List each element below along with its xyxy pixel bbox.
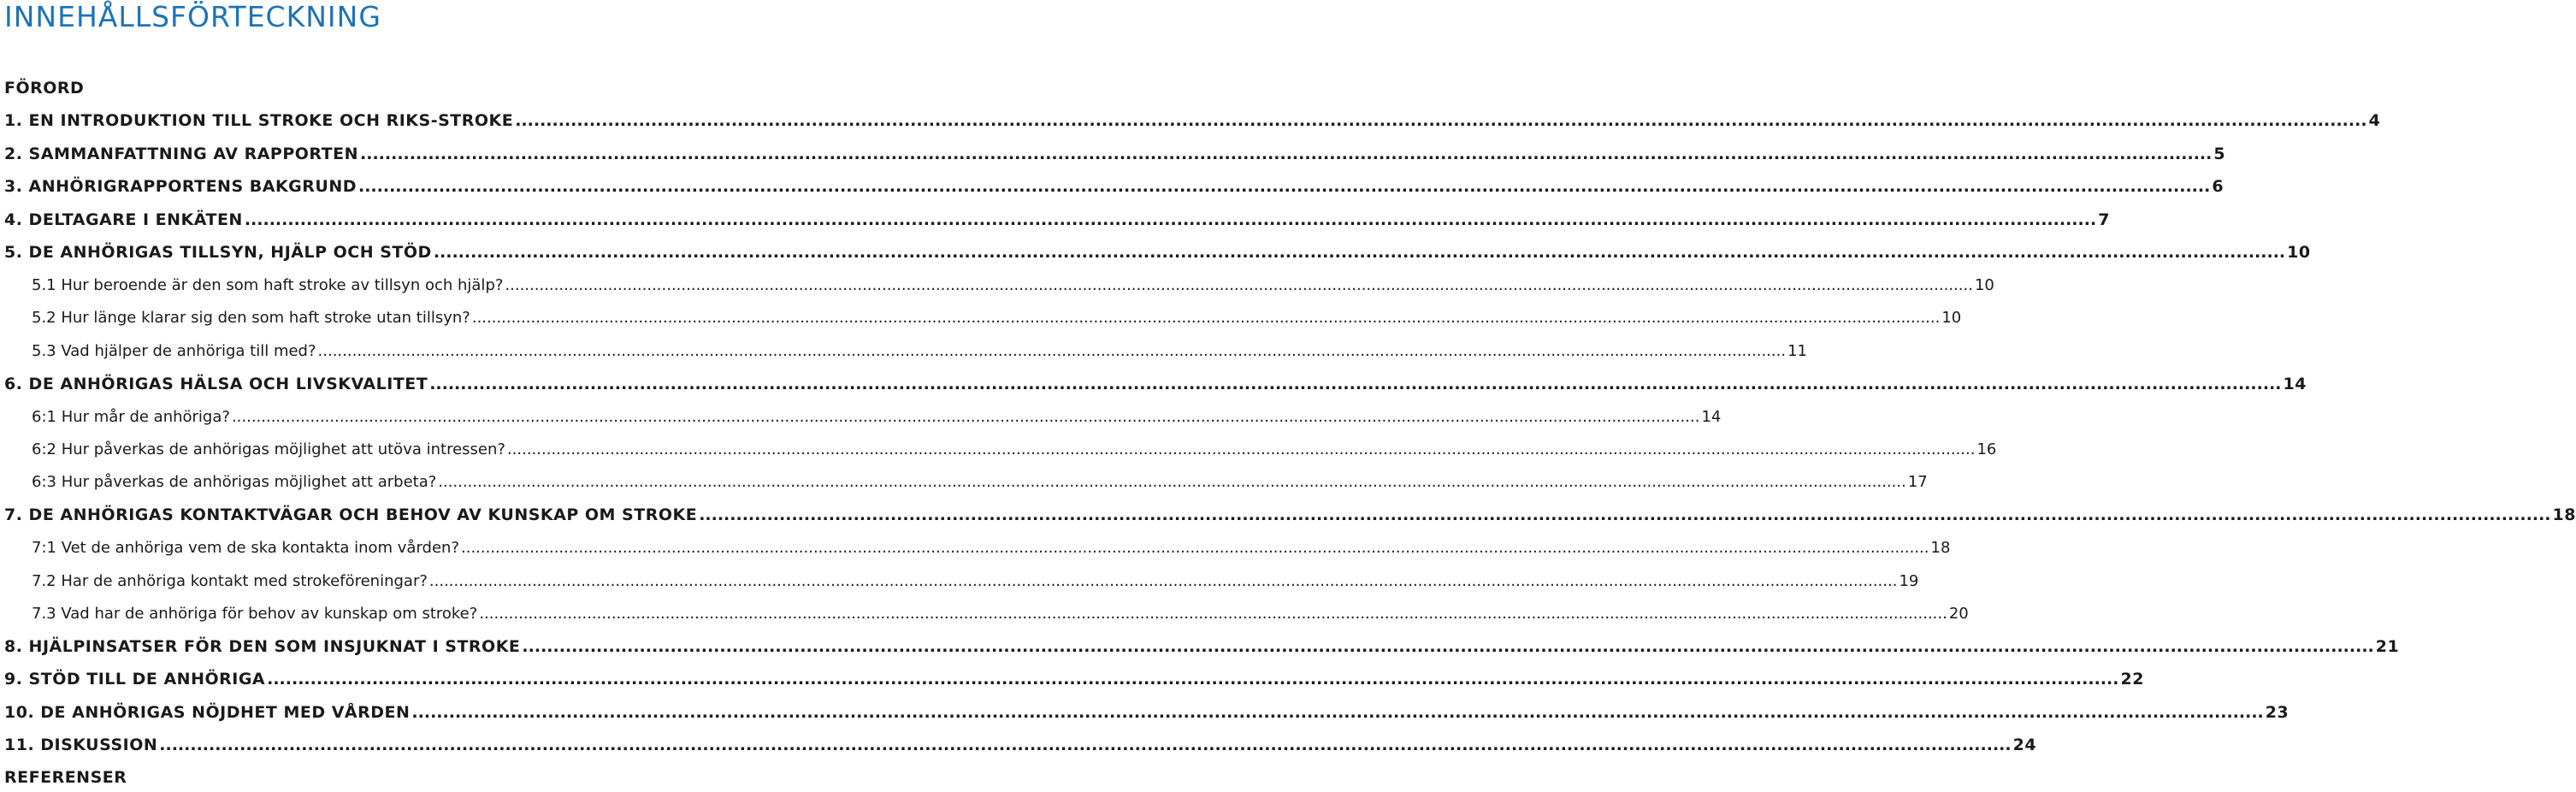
toc-entry[interactable] (32, 534, 1951, 563)
toc-dot-leader: ............................................................................................................................................................................................................................................................................................................ (317, 341, 1787, 360)
toc-entry-label: 5.1 Hur beroende är den som haft stroke av tillsyn och hjälp? (32, 275, 504, 294)
toc-entry[interactable] (4, 205, 2110, 234)
toc-entry-page-number: 21 (2375, 636, 2400, 656)
toc-entry[interactable] (4, 238, 2311, 267)
toc-entry[interactable] (32, 599, 1969, 628)
toc-entry[interactable] (32, 468, 1928, 497)
toc-entry-label: 3. ANHÖRIGRAPPORTENS BAKGRUND (4, 177, 357, 197)
toc-entry[interactable] (32, 304, 1962, 333)
toc-dot-leader: ............................................................................................................................................................................................................................................................................................................ (429, 374, 2282, 393)
toc-entry[interactable] (4, 730, 2037, 759)
toc-entry-page-number: 10 (2287, 243, 2311, 262)
toc-entry-label: 1. EN INTRODUKTION TILL STROKE OCH RIKS-STROKE (4, 111, 514, 131)
toc-entry-page-number: 16 (1976, 440, 1997, 458)
toc-dot-leader: ............................................................................................................................................................................................................................................................................................................ (699, 505, 2551, 525)
toc-entry-label: 9. STÖD TILL DE ANHÖRIGA (4, 670, 266, 689)
toc-dot-leader: ............................................................................................................................................................................................................................................................................................................ (433, 243, 2286, 262)
toc-entry-page-number: 14 (2283, 374, 2307, 393)
toc-entry-label: FÖRORD (4, 79, 85, 98)
toc-entry-page-number: 20 (1948, 604, 1969, 623)
toc-entry[interactable] (32, 434, 1997, 464)
toc-entry-label: 5.2 Hur länge klarar sig den som haft stroke utan tillsyn? (32, 309, 470, 328)
toc-entry-label: 8. HJÄLPINSATSER FÖR DEN SOM INSJUKNAT I STROKE (4, 636, 521, 656)
toc-entry-page-number: 7 (2098, 210, 2110, 229)
toc-entry-label: 11. DISKUSSION (4, 736, 158, 754)
toc-entry-page-number: 23 (2265, 702, 2289, 722)
toc-dot-leader: ............................................................................................................................................................................................................................................................................................................ (428, 571, 1898, 590)
toc-dot-leader: ............................................................................................................................................................................................................................................................................................................ (505, 275, 1973, 294)
toc-dot-leader: ............................................................................................................................................................................................................................................................................................................ (358, 177, 2211, 197)
toc-entry[interactable] (4, 172, 2224, 201)
toc-entry-page-number: 22 (2120, 670, 2144, 689)
toc-entry-label: 7:1 Vet de anhöriga vem de ska kontakta inom vården? (32, 539, 459, 558)
toc-dot-leader: ............................................................................................................................................................................................................................................................................................................ (522, 636, 2374, 656)
toc-dot-leader: ............................................................................................................................................................................................................................................................................................................ (506, 440, 1976, 458)
toc-entry-page-number: 18 (1930, 539, 1951, 558)
toc-dot-leader: ............................................................................................................................................................................................................................................................................................................ (515, 111, 2367, 131)
toc-entry-label: 6. DE ANHÖRIGAS HÄLSA OCH LIVSKVALITET (4, 374, 428, 393)
toc-entry-page-number: 17 (1907, 473, 1928, 492)
toc-entry-label: REFERENSER (4, 768, 127, 788)
toc-entry-page-number: 14 (1701, 407, 1722, 426)
toc-entry-page-number: 6 (2212, 177, 2224, 197)
toc-entry[interactable] (4, 665, 2144, 694)
toc-entry-page-number: 18 (2552, 505, 2576, 525)
toc-dot-leader: ............................................................................................................................................................................................................................................................................................................ (461, 539, 1929, 558)
toc-entry-page-number: 24 (2012, 736, 2037, 754)
toc-entry-page-number: 5 (2213, 144, 2226, 163)
toc-entry[interactable] (4, 106, 2381, 135)
toc-entry-label: 7.2 Har de anhöriga kontakt med strokeföreningar? (32, 571, 428, 590)
toc-entry-label: 5. DE ANHÖRIGAS TILLSYN, HJÄLP OCH STÖD (4, 243, 432, 262)
toc-entry[interactable] (4, 698, 2289, 727)
toc-entry-label: 6:3 Hur påverkas de anhörigas möjlighet att arbeta? (32, 473, 437, 492)
toc-entry[interactable] (4, 763, 820, 792)
toc-entry[interactable] (4, 500, 2576, 529)
toc-entry-page-number: 10 (1974, 275, 1994, 294)
toc-entry[interactable] (32, 566, 1919, 595)
toc-entry[interactable] (4, 369, 2307, 399)
toc-entry[interactable] (4, 139, 2226, 168)
toc-dot-leader: ............................................................................................................................................................................................................................................................................................................ (159, 736, 2012, 754)
toc-entry[interactable] (32, 270, 1994, 299)
toc-dot-leader: ............................................................................................................................................................................................................................................................................................................ (231, 407, 1700, 426)
toc-dot-leader: ............................................................................................................................................................................................................................................................................................................ (471, 309, 1941, 328)
toc-entry-label: 4. DELTAGARE I ENKÄTEN (4, 210, 243, 229)
toc-dot-leader: ............................................................................................................................................................................................................................................................................................................ (267, 670, 2119, 689)
toc-entry-label: 7.3 Vad har de anhöriga för behov av kunskap om stroke? (32, 604, 478, 623)
toc-dot-leader: ............................................................................................................................................................................................................................................................................................................ (360, 144, 2213, 163)
toc-entry-label: 7. DE ANHÖRIGAS KONTAKTVÄGAR OCH BEHOV AV KUNSKAP OM STROKE (4, 505, 698, 525)
toc-entry-page-number: 19 (1899, 571, 1919, 590)
toc-entry-label: 10. DE ANHÖRIGAS NÖJDHET MED VÅRDEN (4, 702, 411, 722)
toc-dot-leader: ............................................................................................................................................................................................................................................................................................................ (244, 210, 2097, 229)
toc-dot-leader: ............................................................................................................................................................................................................................................................................................................ (479, 604, 1947, 623)
toc-dot-leader: ............................................................................................................................................................................................................................................................................................................ (438, 473, 1906, 492)
page-title: INNEHÅLLSFÖRTECKNING (4, 0, 381, 33)
toc-entry[interactable] (4, 632, 2400, 661)
toc-entry-page-number: 10 (1941, 309, 1962, 328)
toc-entry-label: 5.3 Vad hjälper de anhöriga till med? (32, 341, 316, 360)
toc-dot-leader: ............................................................................................................................................................................................................................................................................................................ (411, 702, 2264, 722)
toc-entry[interactable] (4, 74, 820, 103)
toc-entry-page-number: 4 (2368, 111, 2381, 131)
toc-entry-page-number: 11 (1787, 341, 1807, 360)
toc-entry[interactable] (32, 336, 1807, 365)
toc-entry[interactable] (32, 402, 1722, 431)
toc-entry-label: 6:2 Hur påverkas de anhörigas möjlighet att utöva intressen? (32, 440, 505, 458)
toc-entry-label: 6:1 Hur mår de anhöriga? (32, 407, 230, 426)
toc-entry-label: 2. SAMMANFATTNING AV RAPPORTEN (4, 144, 359, 163)
